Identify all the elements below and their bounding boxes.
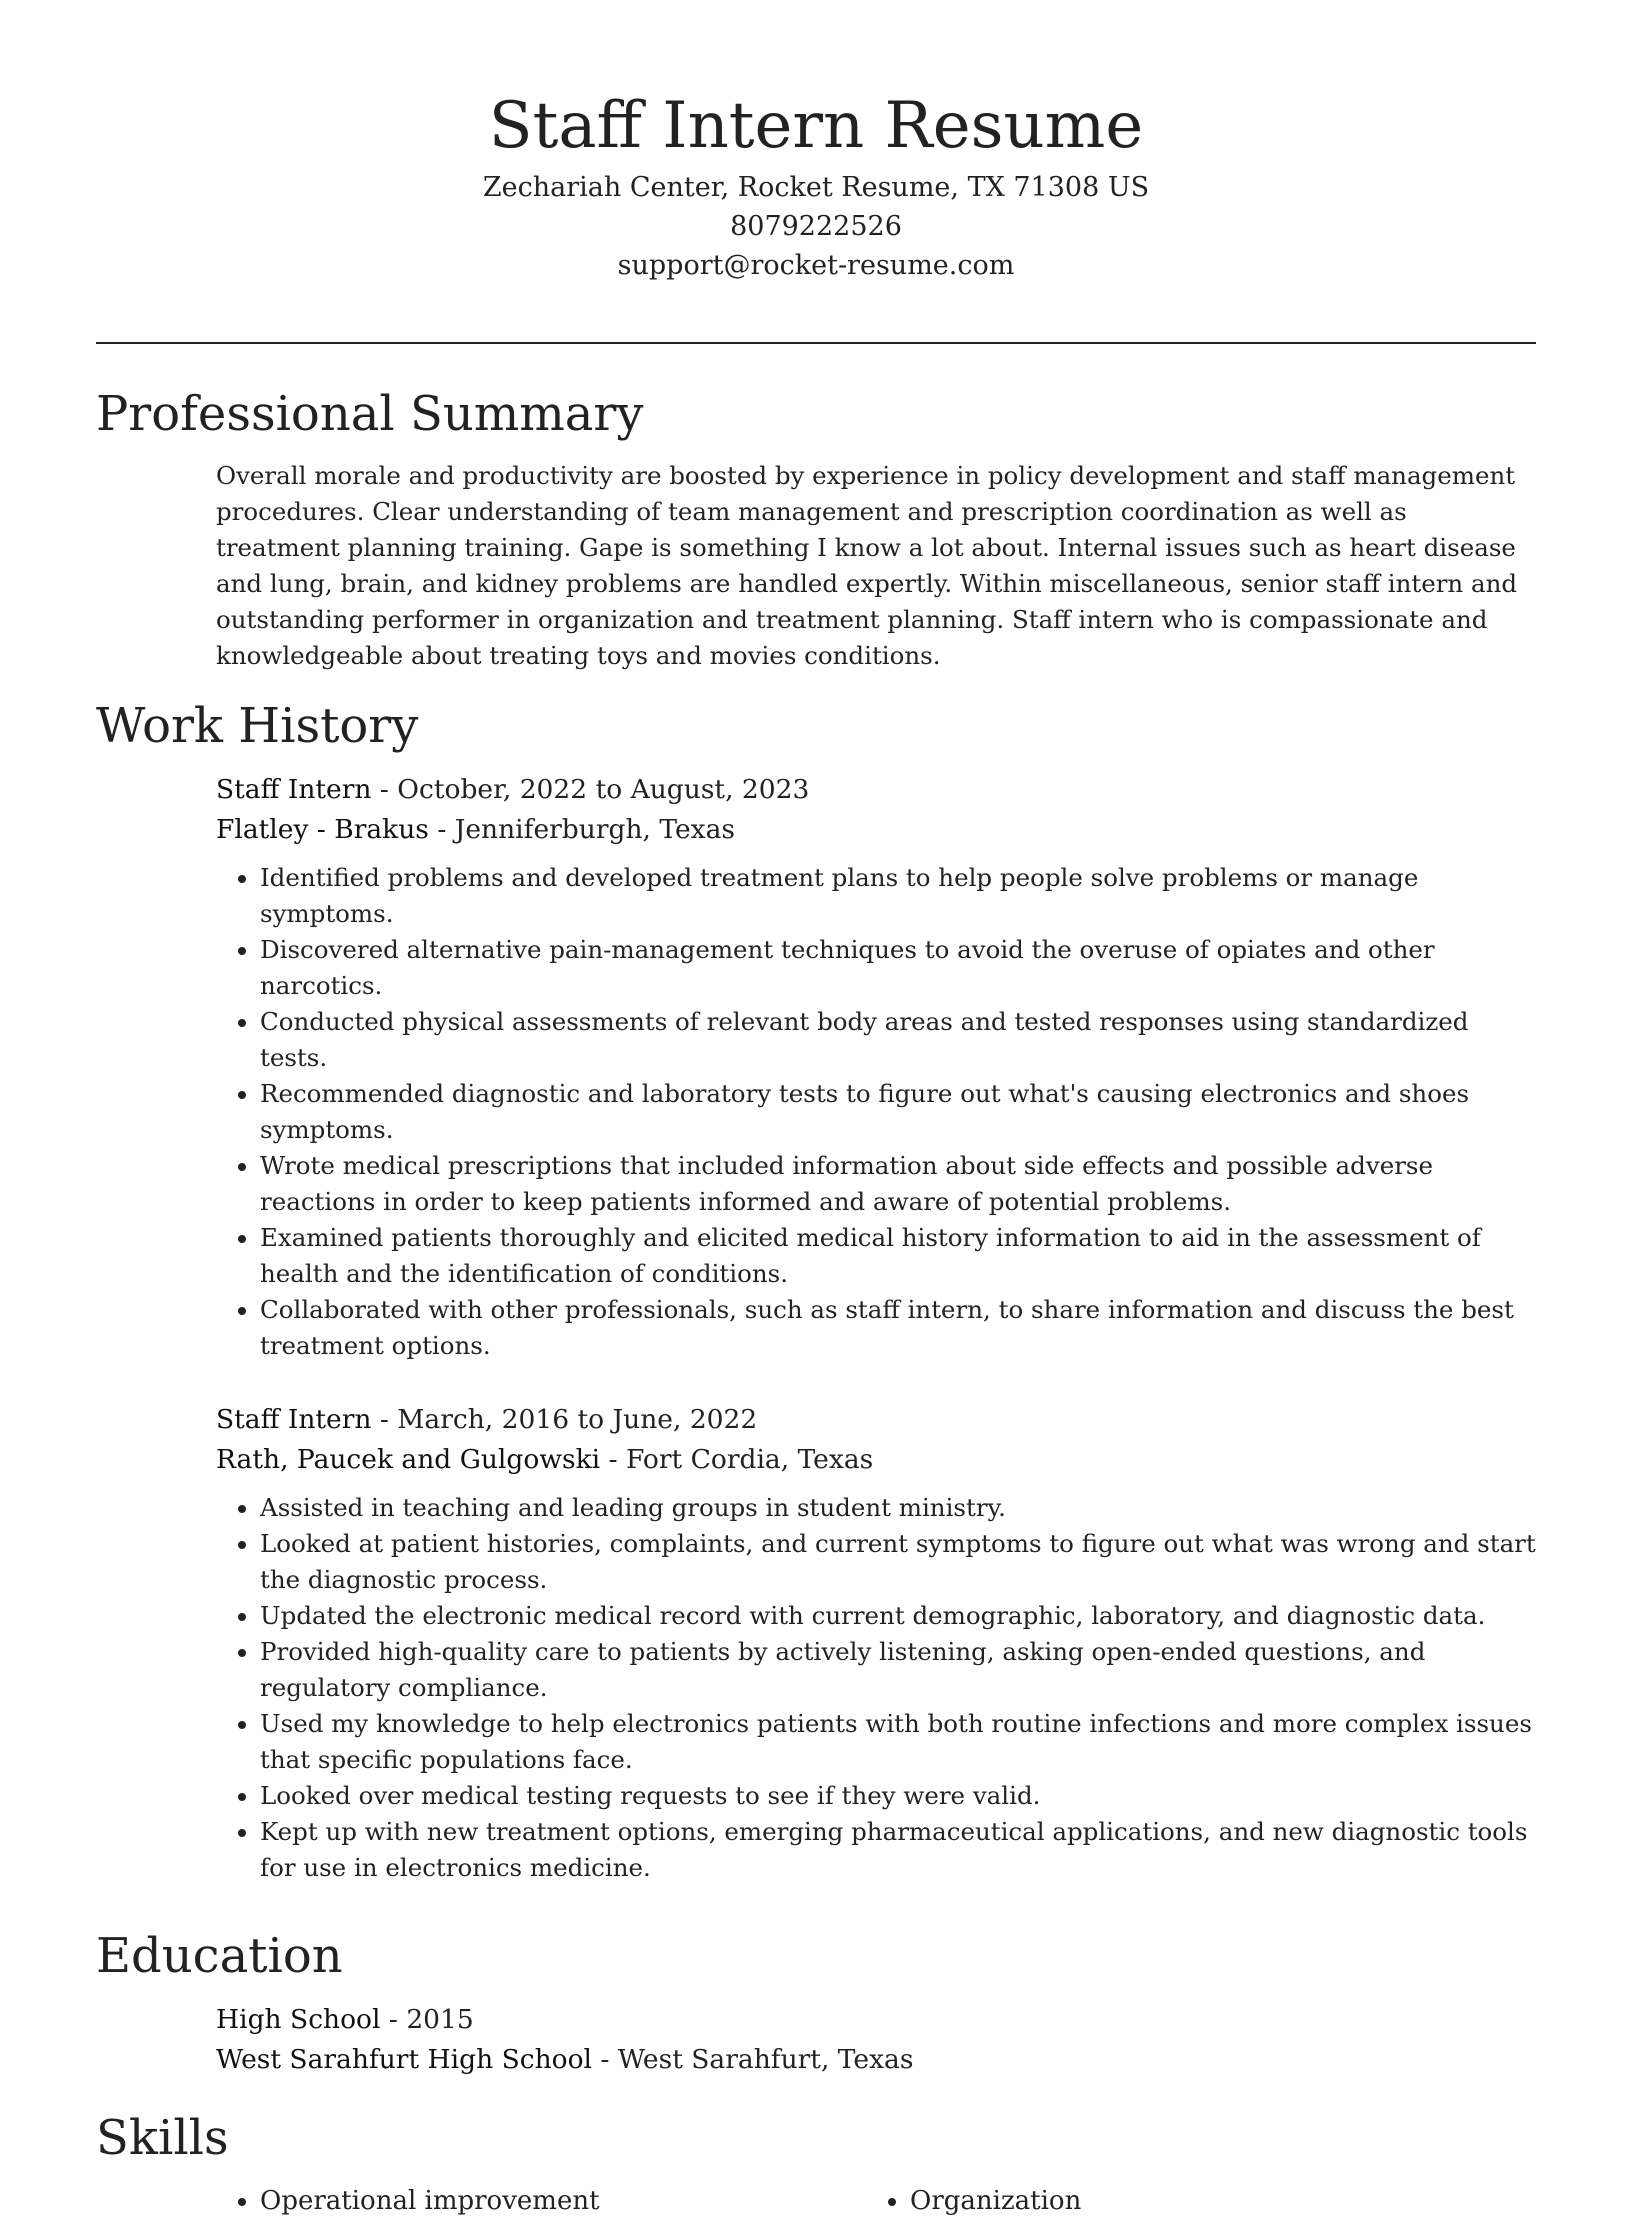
skills-grid	[216, 2182, 1536, 2220]
job-title-line	[216, 770, 1536, 810]
job-title-line	[216, 1400, 1536, 1440]
skills-section	[96, 2104, 1536, 2220]
job-bullet-list	[216, 1490, 1536, 1886]
summary-text: Overall morale and productivity are boosted by experience in policy development and staff management procedures. Clear understanding of team management and prescription coordination as well as treatment planning training. Gape is something I know a lot about. Internal issues such as heart disease and lung, brain, and kidney problems are handled expertly. Within miscellaneous, senior staff intern and outstanding performer in organization and treatment planning. Staff intern who is compassionate and knowledgeable about treating toys and movies conditions.	[216, 461, 1518, 670]
job-title: Staff Intern	[216, 774, 372, 805]
resume-title: Staff Intern Resume	[488, 89, 1144, 163]
separator: -	[380, 2004, 407, 2035]
section-heading-education: Education	[96, 1928, 343, 1984]
resume-header	[96, 84, 1536, 285]
job-location: Fort Cordia, Texas	[625, 1444, 874, 1475]
job-entry	[216, 770, 1536, 1364]
list-item: • Used my knowledge to help electronics patients with both routine infections and more complex issues that specific populations face.	[260, 1706, 1536, 1778]
job-dates: October, 2022 to August, 2023	[397, 774, 810, 805]
skills-list-right	[866, 2182, 1516, 2220]
separator: -	[428, 814, 455, 845]
list-item: • Provided high-quality care to patients by actively listening, asking open-ended questions, and regulatory compliance.	[260, 1634, 1536, 1706]
separator: -	[371, 774, 398, 805]
job-bullet-list	[216, 860, 1536, 1364]
education-degree-line	[216, 2000, 1536, 2040]
list-item: • Recommended diagnostic and laboratory tests to figure out what's causing electronics and shoes symptoms.	[260, 1076, 1536, 1148]
list-item: • Updated the electronic medical record with current demographic, laboratory, and diagnostic data.	[260, 1598, 1536, 1634]
education-location: West Sarahfurt, Texas	[617, 2044, 914, 2075]
skills-list-left	[216, 2182, 866, 2220]
job-entry	[216, 1400, 1536, 1886]
section-heading-summary: Professional Summary	[96, 386, 644, 442]
list-item: • Wrote medical prescriptions that included information about side effects and possible adverse reactions in order to keep patients informed and aware of potential problems.	[260, 1148, 1536, 1220]
separator: -	[592, 2044, 618, 2075]
list-item: • Identified problems and developed treatment plans to help people solve problems or manage symptoms.	[260, 860, 1536, 932]
list-item: • Looked at patient histories, complaints, and current symptoms to figure out what was wrong and start the diagnostic process.	[260, 1526, 1536, 1598]
resume-content	[96, 380, 1536, 2220]
job-location: Jenniferburgh, Texas	[454, 814, 736, 845]
list-item: • Operational improvement	[260, 2182, 866, 2220]
contact-phone: 8079222526	[730, 211, 902, 242]
job-company: Flatley - Brakus	[216, 814, 429, 845]
list-item: • Kept up with new treatment options, emerging pharmaceutical applications, and new diagnostic tools for use in electronics medicine.	[260, 1814, 1536, 1886]
job-company-line	[216, 1440, 1536, 1480]
separator: -	[600, 1444, 626, 1475]
list-item: • Collaborated with other professionals, such as staff intern, to share information and discuss the best treatment options.	[260, 1292, 1536, 1364]
contact-address: Zechariah Center, Rocket Resume, TX 71308 US	[482, 172, 1150, 203]
education-section	[96, 1922, 1536, 2080]
contact-email: support@rocket-resume.com	[617, 250, 1015, 281]
education-entry	[216, 2000, 1536, 2080]
section-heading-skills: Skills	[96, 2110, 229, 2166]
work-history-section	[96, 692, 1536, 1886]
professional-summary-section	[96, 380, 1536, 674]
list-item: • Looked over medical testing requests to see if they were valid.	[260, 1778, 1536, 1814]
education-school-line	[216, 2040, 1536, 2080]
education-degree: High School	[216, 2004, 381, 2035]
job-company-line	[216, 810, 1536, 850]
job-dates: March, 2016 to June, 2022	[397, 1404, 758, 1435]
header-divider	[96, 342, 1536, 344]
list-item: • Examined patients thoroughly and elicited medical history information to aid in the assessment of health and the identification of conditions.	[260, 1220, 1536, 1292]
separator: -	[371, 1404, 398, 1435]
education-school: West Sarahfurt High School	[216, 2044, 593, 2075]
list-item: • Assisted in teaching and leading groups in student ministry.	[260, 1490, 1536, 1526]
list-item: • Discovered alternative pain-management techniques to avoid the overuse of opiates and other narcotics.	[260, 932, 1536, 1004]
list-item: • Organization	[910, 2182, 1516, 2220]
job-title: Staff Intern	[216, 1404, 372, 1435]
education-year: 2015	[406, 2004, 474, 2035]
section-heading-work: Work History	[96, 698, 419, 754]
job-company: Rath, Paucek and Gulgowski	[216, 1444, 601, 1475]
list-item: • Conducted physical assessments of relevant body areas and tested responses using standardized tests.	[260, 1004, 1536, 1076]
